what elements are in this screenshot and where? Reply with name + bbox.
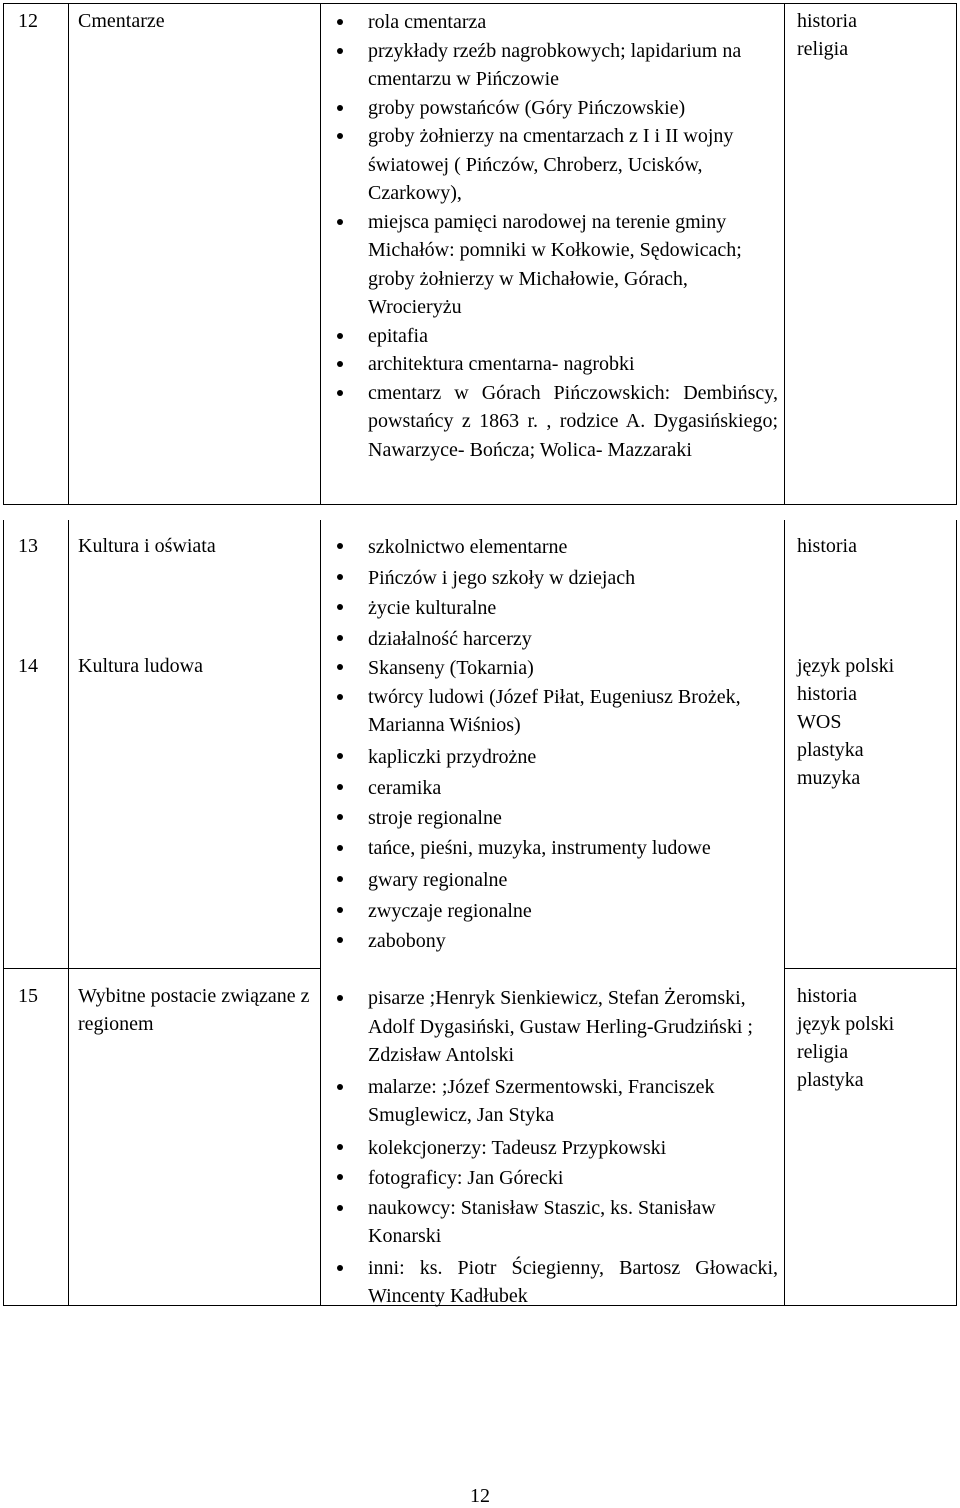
topic-list [320, 653, 778, 957]
list-item: cmentarz w Górach Pińczowskich: Dembińscy, powstańcy z 1863 r. , rodzice A. Dygasińskiego; Nawarzyce- Bończa; Wolica- Mazzaraki [320, 379, 778, 465]
list-item: Skanseny (Tokarnia) [320, 653, 778, 683]
subject: plastyka [797, 1069, 864, 1091]
list-item: przykłady rzeźb nagrobkowych; lapidarium na cmentarzu w Pińczowie [320, 37, 778, 94]
list-item: szkolnictwo elementarne [320, 532, 778, 563]
list-item: naukowcy: Stanisław Staszic, ks. Stanisław Konarski [320, 1194, 778, 1254]
subject: język polski [797, 1013, 895, 1035]
row-number: 14 [18, 655, 38, 677]
subject: muzyka [797, 767, 861, 789]
subject: religia [797, 38, 849, 60]
list-item: kapliczki przydrożne [320, 742, 778, 773]
subject: historia [797, 985, 857, 1007]
subjects-list [797, 7, 857, 63]
subject: plastyka [797, 739, 864, 761]
row-number: 12 [18, 10, 38, 32]
column-divider [784, 4, 785, 504]
list-item: gwary regionalne [320, 865, 778, 896]
column-divider [68, 4, 69, 504]
row-divider [4, 968, 320, 969]
row-number: 15 [18, 985, 38, 1007]
column-divider [68, 520, 69, 1305]
list-item: rola cmentarza [320, 8, 778, 37]
subject: religia [797, 1041, 849, 1063]
row-divider [784, 968, 956, 969]
row-topic: Kultura i oświata [78, 535, 216, 557]
row-topic: Wybitne postacie związane z regionem [78, 985, 310, 1035]
list-item: pisarze ;Henryk Sienkiewicz, Stefan Żeromski, Adolf Dygasiński, Gustaw Herling-Grudziński ; Zdzisław Antolski [320, 984, 778, 1073]
subject: historia [797, 535, 857, 557]
topic-list [320, 8, 778, 464]
list-item: inni: ks. Piotr Ściegienny, Bartosz Głowacki, Wincenty Kadłubek [320, 1254, 778, 1311]
subject: WOS [797, 711, 842, 733]
list-item: architektura cmentarna- nagrobki [320, 350, 778, 379]
list-item: Pińczów i jego szkoły w dziejach [320, 563, 778, 594]
subject: historia [797, 683, 857, 705]
row-topic: Kultura ludowa [78, 655, 203, 677]
list-item: zabobony [320, 926, 778, 957]
subjects-list [797, 652, 894, 792]
page-number: 12 [470, 1485, 490, 1507]
column-divider [784, 520, 785, 1305]
subjects-list [797, 982, 894, 1094]
list-item: malarze: ;Józef Szermentowski, Franciszek Smuglewicz, Jan Styka [320, 1073, 778, 1133]
row-number: 13 [18, 535, 38, 557]
list-item: zwyczaje regionalne [320, 896, 778, 927]
list-item: działalność harcerzy [320, 624, 778, 655]
subject: język polski [797, 655, 895, 677]
table-row-12 [3, 3, 957, 505]
list-item: kolekcjonerzy: Tadeusz Przypkowski [320, 1133, 778, 1164]
subjects-list [797, 532, 857, 560]
list-item: fotograficy: Jan Górecki [320, 1163, 778, 1194]
list-item: tańce, pieśni, muzyka, instrumenty ludowe [320, 834, 778, 866]
topic-list [320, 532, 778, 654]
list-item: życie kulturalne [320, 593, 778, 624]
list-item: ceramika [320, 773, 778, 804]
row-topic: Cmentarze [78, 10, 165, 32]
list-item: twórcy ludowi (Józef Piłat, Eugeniusz Brożek, Marianna Wiśnios) [320, 683, 778, 742]
list-item: groby powstańców (Góry Pińczowskie) [320, 94, 778, 123]
list-item: miejsca pamięci narodowej na terenie gminy Michałów: pomniki w Kołkowie, Sędowicach; groby żołnierzy w Michałowie, Górach, Wrocieryżu [320, 208, 778, 322]
subject: historia [797, 10, 857, 32]
list-item: epitafia [320, 322, 778, 351]
table-block [3, 520, 957, 1306]
topic-list [320, 984, 778, 1311]
list-item: groby żołnierzy na cmentarzach z I i II wojny światowej ( Pińczów, Chroberz, Ucisków, Czarkowy), [320, 122, 778, 208]
list-item: stroje regionalne [320, 803, 778, 834]
